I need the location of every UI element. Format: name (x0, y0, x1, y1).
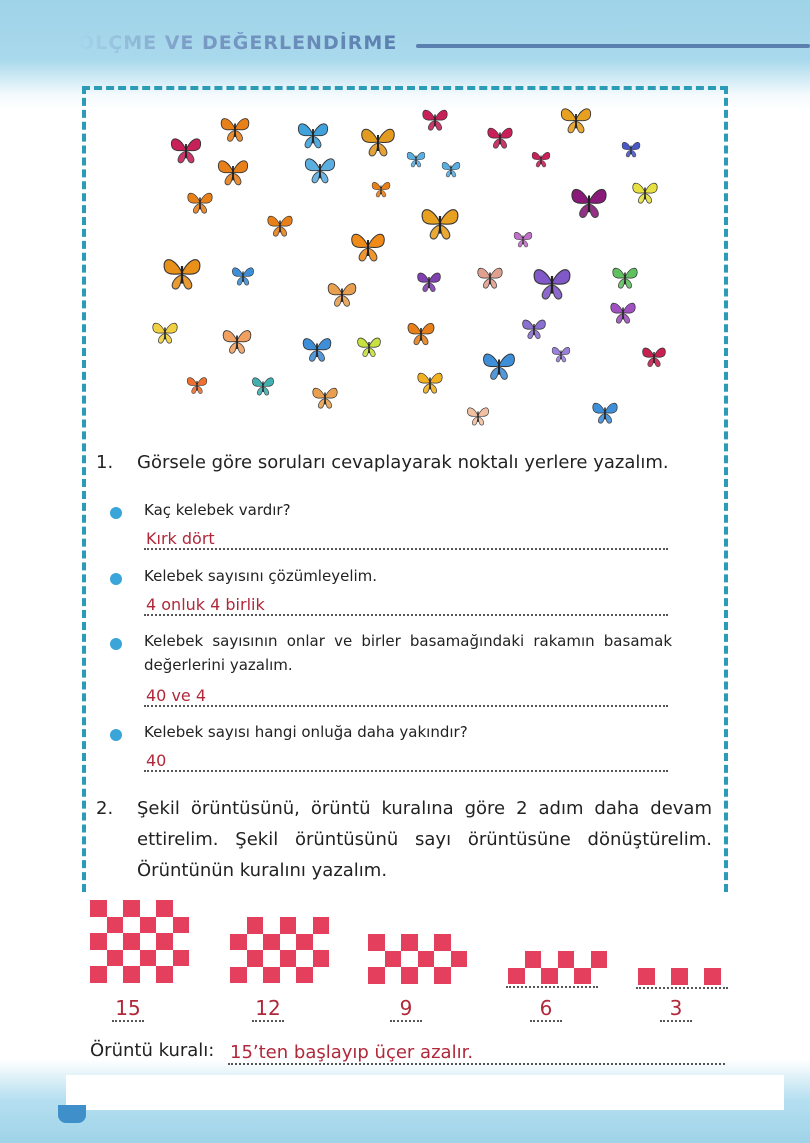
butterfly-icon (160, 255, 204, 292)
butterfly-icon (420, 107, 450, 133)
butterfly-icon (440, 160, 462, 179)
answer-text: 40 ve 4 (146, 686, 207, 705)
butterfly-icon (230, 265, 256, 287)
butterfly-icon (220, 327, 254, 356)
answer-text: 4 onluk 4 birlik (146, 595, 265, 614)
butterfly-icon (415, 270, 443, 294)
butterfly-icon (370, 180, 392, 199)
shape-pattern (90, 900, 740, 1020)
butterfly-icon (215, 157, 251, 188)
page-edge (66, 1075, 784, 1110)
butterfly-icon (310, 385, 340, 411)
butterfly-icon (550, 345, 572, 364)
sub-question-text: Kelebek sayısının onlar ve birler basamağındaki rakamın basamak değerlerini yazalım. (144, 632, 672, 674)
pattern-number[interactable]: 9 (390, 996, 422, 1022)
answer-text: 40 (146, 751, 167, 770)
page-number-tab (58, 1105, 86, 1123)
sub-question-text: Kelebek sayısı hangi onluğa daha yakındır? (144, 723, 468, 741)
answer-field[interactable] (144, 524, 668, 550)
butterfly-icon (512, 230, 534, 249)
butterfly-icon (300, 335, 334, 364)
answer-field[interactable] (144, 590, 668, 616)
butterfly-icon (218, 115, 252, 144)
sub-question-text: Kelebek sayısını çözümleyelim. (144, 567, 378, 585)
bullet-icon (110, 507, 122, 519)
question-number: 2. (96, 798, 114, 819)
butterfly-icon (568, 185, 610, 221)
rule-answer-field[interactable] (228, 1035, 725, 1065)
butterfly-icon (480, 350, 518, 382)
butterfly-icon (590, 400, 620, 426)
butterfly-icon (530, 265, 574, 302)
sub-question (110, 500, 670, 550)
pattern-number[interactable]: 6 (530, 996, 562, 1022)
butterflies-illustration (130, 95, 690, 440)
butterfly-icon (608, 300, 638, 326)
header-divider (416, 44, 810, 48)
pattern-number[interactable]: 15 (112, 996, 144, 1022)
sub-question (110, 722, 670, 772)
sub-question-text: Kaç kelebek vardır? (144, 501, 291, 519)
rule-answer-text: 15’ten başlayıp üçer azalır. (230, 1042, 474, 1063)
butterfly-icon (265, 213, 295, 239)
answer-text: Kırk dört (146, 529, 215, 548)
butterfly-icon (630, 180, 660, 206)
question-text: Şekil örüntüsünü, örüntü kuralına göre 2 adım daha devam ettirelim. Şekil örüntüsünü sayı örüntüsüne dönüştürelim. Örüntünün kuralını yazalım. (137, 798, 712, 881)
bullet-icon (110, 638, 122, 650)
butterfly-icon (475, 265, 505, 291)
pattern-number[interactable]: 12 (252, 996, 284, 1022)
butterfly-icon (405, 150, 427, 169)
butterfly-icon (185, 190, 215, 216)
butterfly-icon (530, 150, 552, 169)
pattern-number[interactable]: 3 (660, 996, 692, 1022)
shape-draw-line[interactable] (506, 986, 598, 988)
answer-field[interactable] (144, 681, 668, 707)
question-number: 1. (96, 452, 114, 473)
bullet-icon (110, 729, 122, 741)
pattern-shape (368, 934, 467, 984)
butterfly-icon (520, 317, 548, 341)
pattern-shape (508, 951, 607, 984)
butterfly-icon (325, 280, 359, 309)
butterfly-icon (348, 230, 388, 264)
butterfly-icon (295, 120, 331, 151)
butterfly-icon (415, 370, 445, 396)
answer-field[interactable] (144, 746, 668, 772)
butterfly-icon (465, 405, 491, 427)
butterfly-icon (418, 205, 462, 242)
butterfly-icon (355, 335, 383, 359)
rule-label: Örüntü kuralı: (90, 1040, 215, 1061)
sub-question (110, 566, 670, 616)
section-header (50, 28, 810, 62)
butterfly-icon (250, 375, 276, 397)
question-text: Görsele göre soruları cevaplayarak noktalı yerlere yazalım. (137, 452, 669, 473)
sub-question (110, 631, 670, 707)
butterfly-icon (168, 135, 204, 166)
butterfly-icon (485, 125, 515, 151)
section-title: ÖLÇME VE DEĞERLENDİRME (78, 32, 398, 54)
butterfly-icon (610, 265, 640, 291)
butterfly-icon (150, 320, 180, 346)
butterfly-icon (405, 320, 437, 347)
shape-draw-line[interactable] (636, 987, 728, 989)
bullet-icon (110, 573, 122, 585)
butterfly-icon (302, 155, 338, 186)
pattern-shape (90, 900, 189, 983)
butterfly-icon (185, 375, 209, 395)
butterfly-icon (620, 140, 642, 159)
pattern-shape (638, 968, 737, 985)
butterfly-icon (640, 345, 668, 369)
butterfly-icon (558, 105, 594, 136)
pattern-shape (230, 917, 329, 983)
butterfly-icon (358, 125, 398, 159)
